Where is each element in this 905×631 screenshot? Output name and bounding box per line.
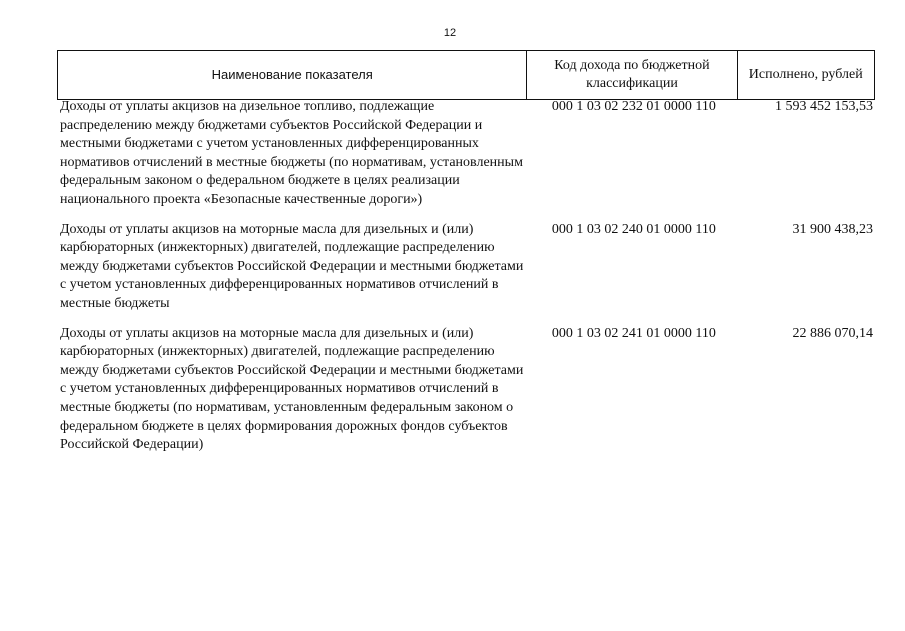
table-row bbox=[60, 221, 875, 314]
row-name: Доходы от уплаты акцизов на моторные масла для дизельных и (или) карбюраторных (инжекторных) двигателей, подлежащие распределению между бюджетами субъектов Российской Федерации и местными бюджетами с учетом установленных дифференцированных нормативов отчислений в местные бюджеты bbox=[60, 221, 524, 311]
table-row bbox=[60, 98, 875, 210]
header-amount: Исполнено, рублей bbox=[737, 51, 874, 100]
row-amount: 22 886 070,14 bbox=[792, 325, 873, 341]
header-row bbox=[58, 51, 875, 100]
table-header bbox=[57, 50, 875, 100]
row-code: 000 1 03 02 241 01 0000 110 bbox=[551, 325, 716, 341]
row-name: Доходы от уплаты акцизов на моторные масла для дизельных и (или) карбюраторных (инжекторных) двигателей, подлежащие распределению между бюджетами субъектов Российской Федерации и местными бюджетами с учетом установленных дифференцированных нормативов отчислений в местные бюджеты (по нормативам, установленным федеральным законом о федеральном бюджете в целях формирования дорожных фондов субъектов Российской Федерации) bbox=[60, 325, 524, 453]
row-name: Доходы от уплаты акцизов на дизельное топливо, подлежащие распределению между бюджетами субъектов Российской Федерации и местными бюджетами с учетом установленных дифференцированных нормативов отчислений в местные бюджеты (по нормативам, установленным федеральным законом о федеральном бюджете в целях реализации национального проекта «Безопасные качественные дороги») bbox=[60, 99, 523, 207]
page-number: 12 bbox=[443, 27, 457, 39]
header-name: Наименование показателя bbox=[58, 51, 527, 100]
row-amount: 1 593 452 153,53 bbox=[775, 99, 873, 114]
row-amount: 31 900 438,23 bbox=[792, 221, 873, 237]
row-code: 000 1 03 02 232 01 0000 110 bbox=[551, 99, 716, 114]
table-body bbox=[60, 98, 875, 466]
row-code: 000 1 03 02 240 01 0000 110 bbox=[551, 221, 716, 237]
header-code: Код дохода по бюджетной классификации bbox=[527, 51, 737, 100]
table-row bbox=[60, 325, 875, 455]
